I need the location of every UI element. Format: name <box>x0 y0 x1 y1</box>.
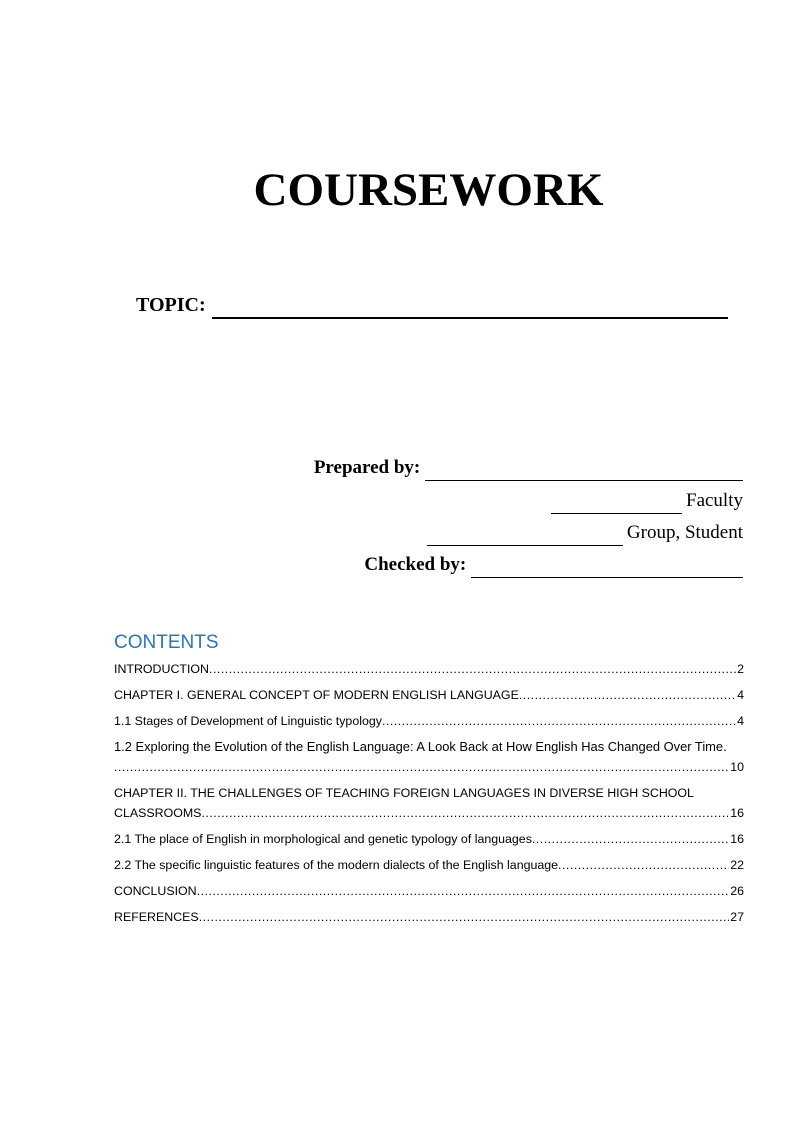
toc-leader-dots <box>114 758 729 776</box>
toc-leader-dots <box>519 686 736 704</box>
toc-entry-title: 2.1 The place of English in morphological and genetic typology of languages <box>114 832 532 846</box>
faculty-row <box>551 488 743 514</box>
topic-blank-line <box>212 296 728 319</box>
toc-page-number: 27 <box>730 910 744 924</box>
toc-entry[interactable] <box>114 660 744 678</box>
toc-entry[interactable] <box>114 686 744 704</box>
toc-entry-title: CHAPTER I. GENERAL CONCEPT OF MODERN ENGLISH LANGUAGE <box>114 688 519 702</box>
prepared-by-label: Prepared by: <box>313 457 421 478</box>
toc-leader-dots <box>558 856 729 874</box>
toc-entry-title: REFERENCES <box>114 910 199 924</box>
checked-by-blank-line <box>471 557 743 578</box>
group-blank-line <box>427 525 623 546</box>
toc-entry-title: CONCLUSION <box>114 884 197 898</box>
faculty-label: Faculty <box>686 490 743 511</box>
toc-entry-title: INTRODUCTION <box>114 662 209 676</box>
toc-entry-title: CHAPTER II. THE CHALLENGES OF TEACHING FOREIGN LANGUAGES IN DIVERSE HIGH SCHOOL <box>114 786 694 800</box>
toc-page-number: 10 <box>730 760 744 774</box>
checked-by-row <box>364 552 743 578</box>
toc-entry-title-continued: CLASSROOMS <box>114 806 202 820</box>
toc-entry-title: 1.1 Stages of Development of Linguistic typology <box>114 714 382 728</box>
toc-leader-dots <box>201 804 729 822</box>
topic-label: TOPIC: <box>136 294 206 316</box>
toc-leader-dots <box>382 712 736 730</box>
toc-page-number: 16 <box>730 806 744 820</box>
toc-entry-title: 1.2 Exploring the Evolution of the English Language: A Look Back at How English Has Changed Over Time. <box>114 739 727 754</box>
group-student-label: Group, Student <box>626 522 743 543</box>
prepared-by-blank-line <box>425 460 743 481</box>
toc-page-number: 26 <box>730 884 744 898</box>
toc-page-number: 22 <box>730 858 744 872</box>
toc-leader-dots <box>199 908 730 926</box>
toc-entry[interactable] <box>114 830 744 848</box>
toc-entry[interactable] <box>114 784 744 822</box>
toc-page-number: 4 <box>737 688 744 702</box>
toc-leader-dots <box>209 660 736 678</box>
toc-leader-dots <box>197 882 730 900</box>
prepared-by-row <box>314 455 743 481</box>
toc-page-number: 16 <box>730 832 744 846</box>
toc-entry-title: 2.2 The specific linguistic features of the modern dialects of the English language <box>114 858 559 872</box>
toc-entry[interactable] <box>114 738 744 776</box>
group-student-row <box>427 520 743 546</box>
document-title: COURSEWORK <box>253 164 604 216</box>
toc-entry[interactable] <box>114 882 744 900</box>
toc-leader-dots <box>532 830 729 848</box>
toc-entry[interactable] <box>114 856 744 874</box>
toc-entry[interactable] <box>114 712 744 730</box>
checked-by-label: Checked by: <box>364 554 467 575</box>
toc-page-number: 4 <box>737 714 744 728</box>
toc-page-number: 2 <box>737 662 744 676</box>
toc-entry[interactable] <box>114 908 744 926</box>
contents-heading: CONTENTS <box>114 632 219 653</box>
topic-row <box>136 291 736 319</box>
faculty-blank-line <box>551 493 682 514</box>
